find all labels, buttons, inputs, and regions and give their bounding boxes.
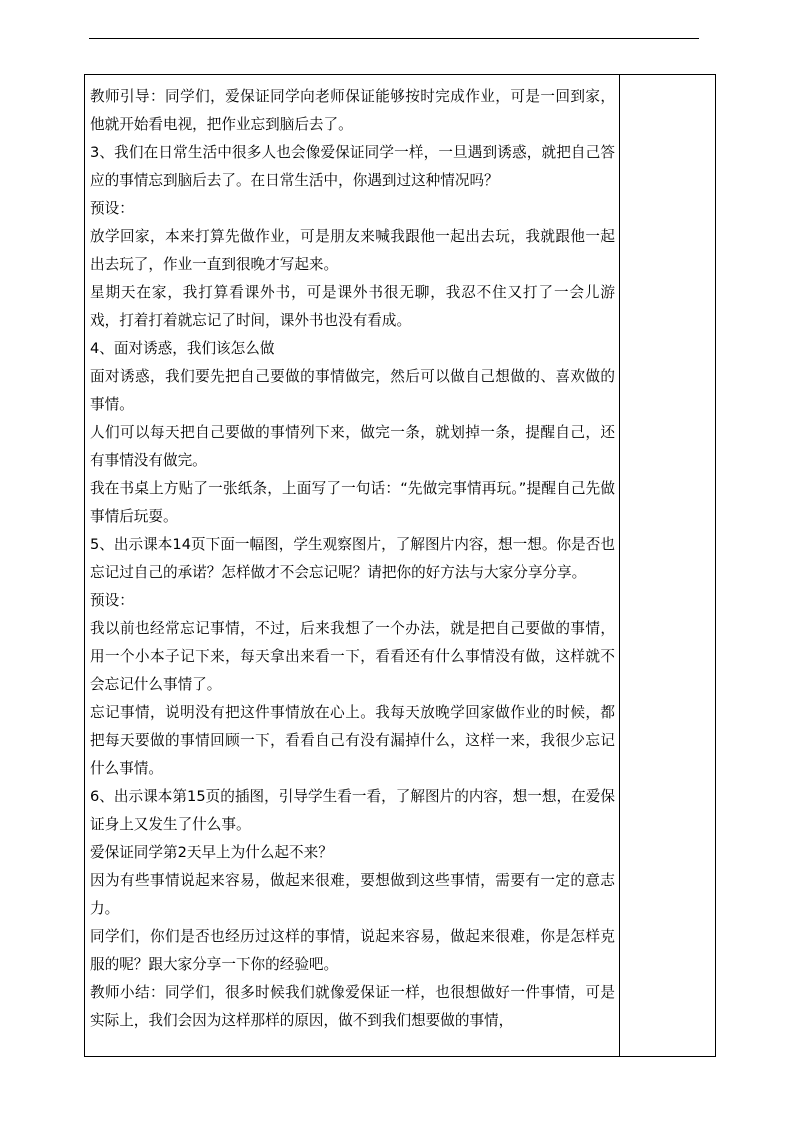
question-paragraph: 爱保证同学第2天早上为什么起不来？ [90, 844, 333, 861]
teacher-summary-paragraph: 教师小结：同学们，很多时候我们就像爱保证一样，也很想做好一件事情，可是实际上，我们会因为这样那样的原因，做不到我们想要做的事情， [90, 984, 615, 1029]
example-paragraph: 我以前也经常忘记事情，不过，后来我想了一个办法，就是把自己要做的事情，用一个小本子记下来，每天拿出来看一下，看看还有什么事情没有做，这样就不会忘记什么事情了。 [90, 620, 615, 693]
step-6-paragraph: 6、出示课本第15页的插图，引导学生看一看，了解图片的内容，想一想，在爱保证身上又发生了什么事。 [90, 788, 615, 833]
header-rule [89, 38, 699, 39]
lesson-table [84, 74, 716, 1057]
preset-label: 预设： [90, 592, 134, 609]
example-paragraph: 忘记事情，说明没有把这件事情放在心上。我每天放晚学回家做作业的时候，都把每天要做的事情回顾一下，看看自己有没有漏掉什么，这样一来，我很少忘记什么事情。 [90, 704, 615, 777]
example-paragraph: 放学回家，本来打算先做作业，可是朋友来喊我跟他一起出去玩，我就跟他一起出去玩了，作业一直到很晚才写起来。 [90, 228, 615, 273]
teaching-content [85, 75, 619, 1035]
answer-paragraph: 因为有些事情说起来容易，做起来很难，要想做到这些事情，需要有一定的意志力。 [90, 872, 615, 917]
notes-cell [620, 75, 715, 1056]
answer-paragraph: 我在书桌上方贴了一张纸条，上面写了一句话：“先做完事情再玩。”提醒自己先做事情后玩耍。 [90, 480, 615, 525]
example-paragraph: 星期天在家，我打算看课外书，可是课外书很无聊，我忍不住又打了一会儿游戏，打着打着就忘记了时间，课外书也没有看成。 [90, 284, 615, 329]
step-5-paragraph: 5、出示课本14页下面一幅图，学生观察图片，了解图片内容，想一想。你是否也忘记过自己的承诺？怎样做才不会忘记呢？请把你的好方法与大家分享分享。 [90, 536, 615, 581]
teaching-process-cell [85, 75, 620, 1056]
discussion-paragraph: 同学们，你们是否也经历过这样的事情，说起来容易，做起来很难，你是怎样克服的呢？跟大家分享一下你的经验吧。 [90, 928, 615, 973]
answer-paragraph: 人们可以每天把自己要做的事情列下来，做完一条，就划掉一条，提醒自己，还有事情没有做完。 [90, 424, 615, 469]
answer-paragraph: 面对诱惑，我们要先把自己要做的事情做完，然后可以做自己想做的、喜欢做的事情。 [90, 368, 615, 413]
step-4-heading: 4、面对诱惑，我们该怎么做 [90, 340, 275, 357]
preset-label: 预设： [90, 200, 134, 217]
step-3-paragraph: 3、我们在日常生活中很多人也会像爱保证同学一样，一旦遇到诱惑，就把自己答应的事情忘到脑后去了。在日常生活中，你遇到过这种情况吗？ [90, 144, 615, 189]
teacher-guidance-paragraph: 教师引导：同学们，爱保证同学向老师保证能够按时完成作业，可是一回到家，他就开始看电视，把作业忘到脑后去了。 [90, 88, 615, 133]
